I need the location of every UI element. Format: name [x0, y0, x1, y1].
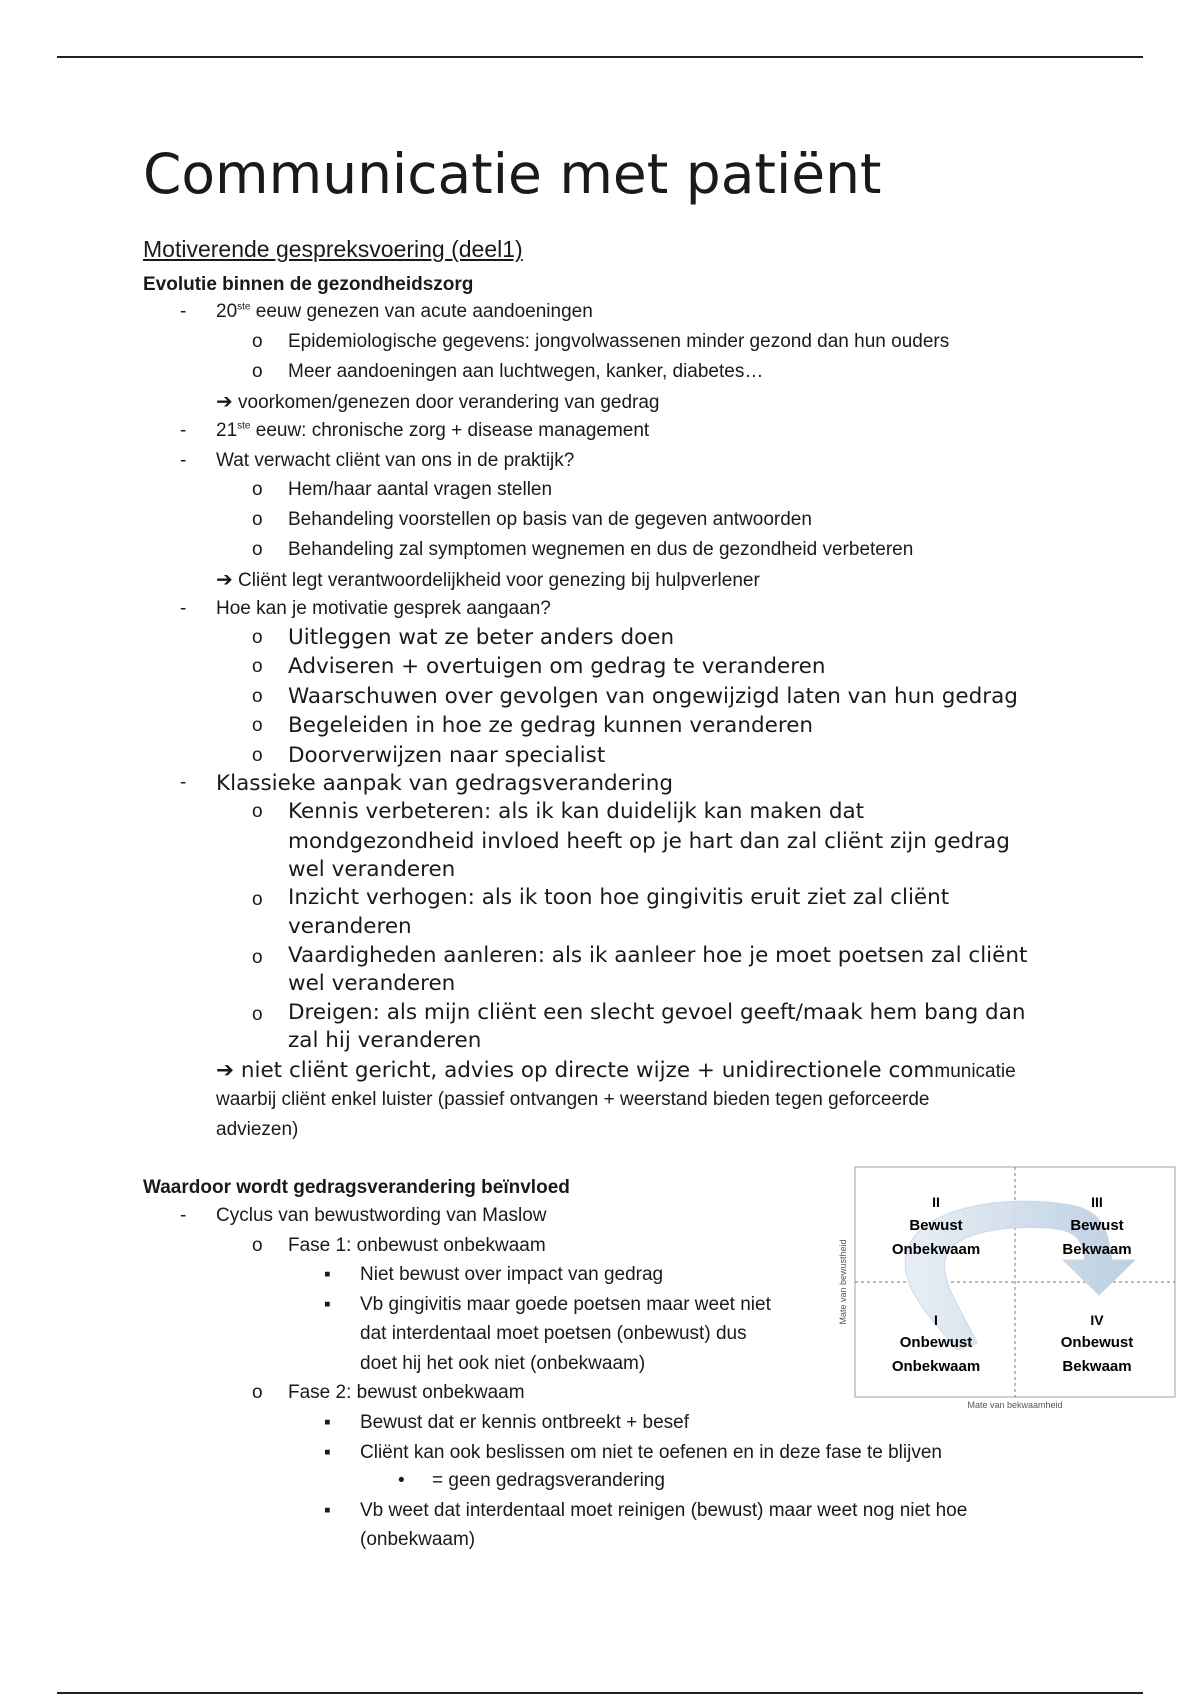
maslow-quadrant-figure: [837, 1165, 1177, 1410]
page-title: Communicatie met patiënt: [143, 142, 882, 206]
list-item: Klassieke aanpak van gedragsverandering: [216, 771, 673, 796]
conclusion-line: ➔ Cliënt legt verantwoordelijkheid voor genezing bij hulpverlener: [216, 569, 760, 591]
list-item: Wat verwacht cliënt van ons in de praktijk?: [216, 450, 575, 471]
list-item: Fase 2: bewust onbekwaam: [288, 1382, 525, 1403]
arrow-icon: ➔: [216, 569, 233, 591]
quadrant-2-number: II: [932, 1194, 940, 1210]
circle-marker: o: [252, 361, 263, 382]
bullet-marker: •: [398, 1470, 405, 1491]
list-item-continuation: zal hij veranderen: [288, 1028, 482, 1053]
circle-marker: o: [252, 686, 263, 707]
quadrant-1-number: I: [934, 1312, 938, 1328]
list-item: Vb weet dat interdentaal moet reinigen (bewust) maar weet nog niet hoe: [360, 1500, 968, 1521]
list-item: 20ste eeuw genezen van acute aandoeningen: [216, 301, 593, 322]
list-item: Kennis verbeteren: als ik kan duidelijk kan maken dat: [288, 799, 865, 824]
list-item-continuation: doet hij het ook niet (onbekwaam): [360, 1353, 646, 1374]
circle-marker: o: [252, 1235, 263, 1256]
circle-marker: o: [252, 509, 263, 530]
list-item: Uitleggen wat ze beter anders doen: [288, 625, 675, 650]
list-item: Hem/haar aantal vragen stellen: [288, 479, 553, 500]
list-item: Adviseren + overtuigen om gedrag te veranderen: [288, 654, 826, 679]
dash-marker: -: [180, 772, 187, 793]
list-item: Dreigen: als mijn cliënt een slecht gevoel geeft/maak hem bang dan: [288, 1000, 1026, 1025]
list-item-continuation: mondgezondheid invloed heeft op je hart dan zal cliënt zijn gedrag: [288, 829, 1010, 854]
list-item: Niet bewust over impact van gedrag: [360, 1264, 664, 1285]
square-marker: ▪: [324, 1412, 331, 1433]
list-item-continuation: wel veranderen: [288, 971, 456, 996]
quadrant-4-line1: Onbewust: [1060, 1334, 1134, 1351]
dash-marker: -: [180, 598, 187, 619]
circle-marker: o: [252, 889, 263, 910]
list-item: Epidemiologische gegevens: jongvolwassenen minder gezond dan hun ouders: [288, 331, 950, 352]
list-item: Inzicht verhogen: als ik toon hoe gingivitis eruit ziet zal cliënt: [288, 885, 950, 910]
list-item: Vaardigheden aanleren: als ik aanleer hoe je moet poetsen zal cliënt: [288, 943, 1028, 968]
arrow-icon: ➔: [216, 1058, 235, 1083]
conclusion-line: ➔ voorkomen/genezen door verandering van gedrag: [216, 391, 660, 413]
conclusion-line: ➔ niet cliënt gericht, advies op directe wijze + unidirectionele communicatie: [216, 1058, 1016, 1083]
circle-marker: o: [252, 479, 263, 500]
list-item: Bewust dat er kennis ontbreekt + besef: [360, 1412, 690, 1433]
circle-marker: o: [252, 715, 263, 736]
circle-marker: o: [252, 656, 263, 677]
quadrant-1-line1: Onbewust: [899, 1334, 973, 1351]
quadrant-2-line2: Onbekwaam: [891, 1241, 981, 1258]
list-item: Cyclus van bewustwording van Maslow: [216, 1205, 547, 1226]
list-item-continuation: wel veranderen: [288, 857, 456, 882]
quadrant-4-line2: Bekwaam: [1062, 1358, 1132, 1375]
list-item: Meer aandoeningen aan luchtwegen, kanker, diabetes…: [288, 361, 764, 382]
circle-marker: o: [252, 947, 263, 968]
circle-marker: o: [252, 801, 263, 822]
subheading-evolutie: Evolutie binnen de gezondheidszorg: [143, 274, 474, 295]
list-item-continuation: dat interdentaal moet poetsen (onbewust) dus: [360, 1323, 747, 1344]
list-item: Vb gingivitis maar goede poetsen maar weet niet: [360, 1294, 771, 1315]
list-item: Begeleiden in hoe ze gedrag kunnen veranderen: [288, 713, 814, 738]
list-item-continuation: veranderen: [288, 914, 412, 939]
list-item: 21ste eeuw: chronische zorg + disease management: [216, 420, 650, 441]
quadrant-4-number: IV: [1090, 1312, 1104, 1328]
square-marker: ▪: [324, 1500, 331, 1521]
circle-marker: o: [252, 1004, 263, 1025]
dash-marker: -: [180, 450, 187, 471]
arrow-icon: ➔: [216, 391, 233, 413]
list-item: Hoe kan je motivatie gesprek aangaan?: [216, 598, 551, 619]
circle-marker: o: [252, 539, 263, 560]
y-axis-label: Mate van bewustheid: [838, 1239, 848, 1325]
list-item: Behandeling voorstellen op basis van de gegeven antwoorden: [288, 509, 812, 530]
conclusion-continuation: adviezen): [216, 1119, 299, 1140]
section-heading: Motiverende gespreksvoering (deel1): [143, 236, 523, 262]
circle-marker: o: [252, 1382, 263, 1403]
square-marker: ▪: [324, 1442, 331, 1463]
circle-marker: o: [252, 331, 263, 352]
subheading-gedragsverandering: Waardoor wordt gedragsverandering beïnvloed: [143, 1177, 570, 1198]
dash-marker: -: [180, 420, 187, 441]
circle-marker: o: [252, 745, 263, 766]
quadrant-3-line2: Bekwaam: [1062, 1241, 1132, 1258]
list-item-continuation: (onbekwaam): [360, 1529, 476, 1550]
list-item: = geen gedragsverandering: [432, 1470, 665, 1491]
square-marker: ▪: [324, 1264, 331, 1285]
dash-marker: -: [180, 1205, 187, 1226]
quadrant-2-line1: Bewust: [909, 1217, 963, 1234]
list-item: Waarschuwen over gevolgen van ongewijzigd laten van hun gedrag: [288, 684, 1018, 709]
list-item: Cliënt kan ook beslissen om niet te oefenen en in deze fase te blijven: [360, 1442, 942, 1463]
list-item: Fase 1: onbewust onbekwaam: [288, 1235, 546, 1256]
square-marker: ▪: [324, 1294, 331, 1315]
quadrant-3-line1: Bewust: [1070, 1217, 1124, 1234]
quadrant-1-line2: Onbekwaam: [891, 1358, 981, 1375]
circle-marker: o: [252, 627, 263, 648]
conclusion-continuation: waarbij cliënt enkel luister (passief ontvangen + weerstand bieden tegen geforceerde: [216, 1089, 930, 1110]
dash-marker: -: [180, 301, 187, 322]
quadrant-3-number: III: [1091, 1194, 1103, 1210]
list-item: Doorverwijzen naar specialist: [288, 743, 606, 768]
list-item: Behandeling zal symptomen wegnemen en dus de gezondheid verbeteren: [288, 539, 914, 560]
x-axis-label: Mate van bekwaamheid: [967, 1400, 1063, 1410]
